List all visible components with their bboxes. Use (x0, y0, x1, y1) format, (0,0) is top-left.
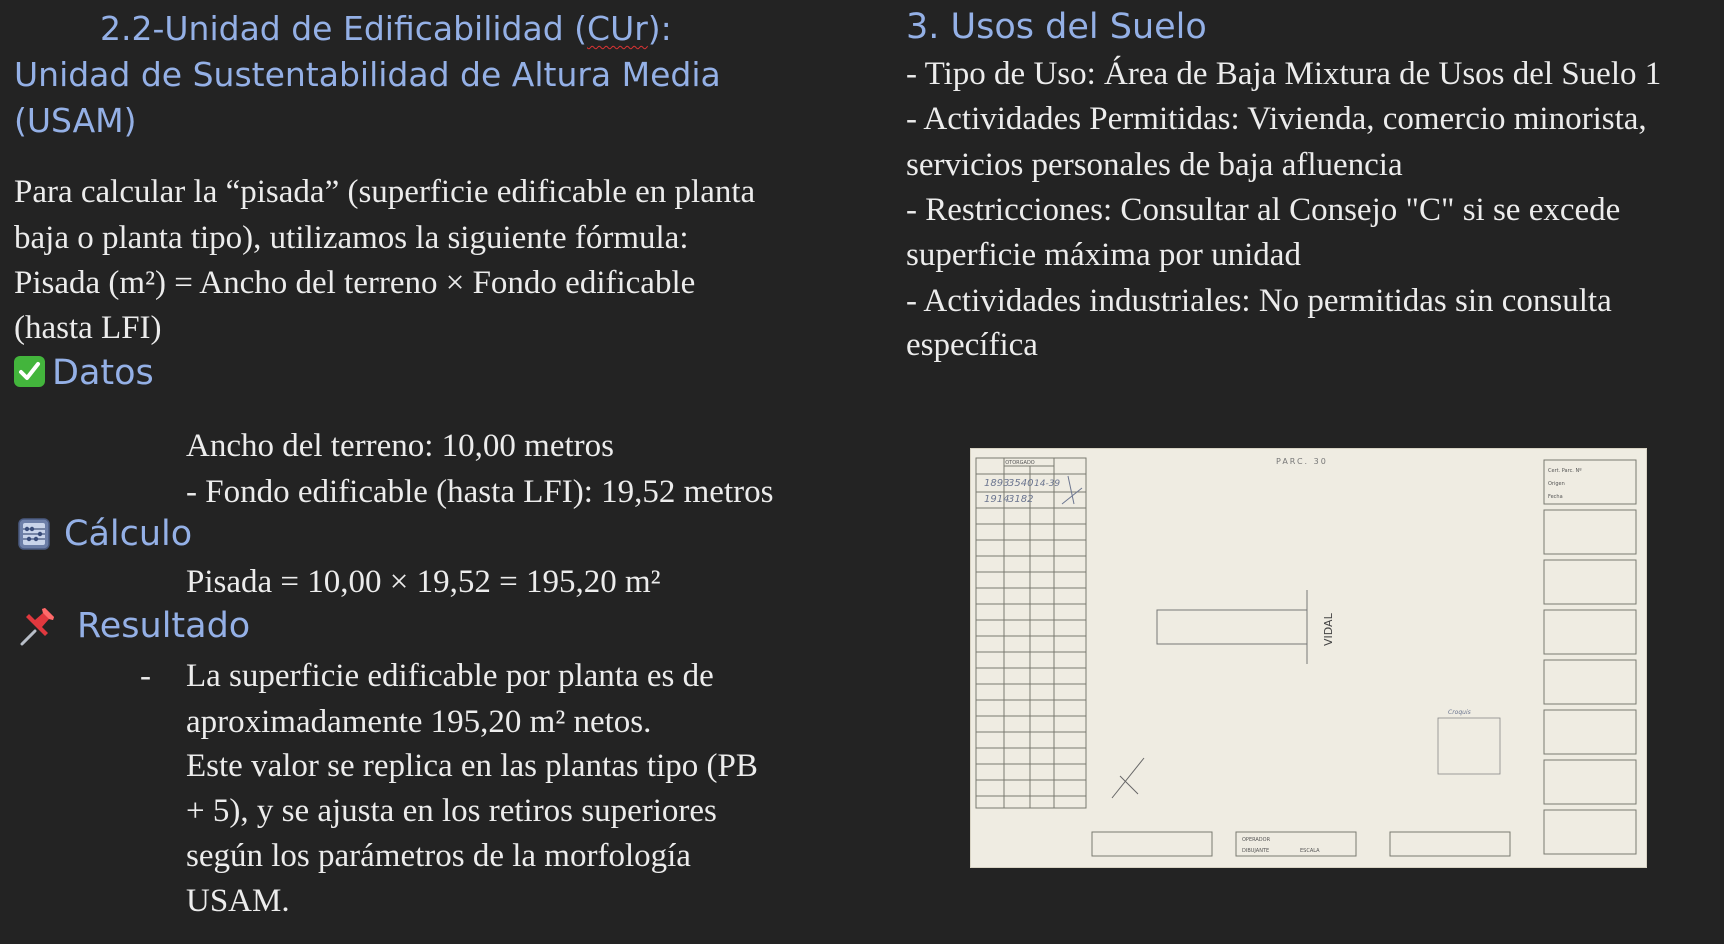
calculo-heading: Cálculo (64, 514, 193, 554)
ledger-handwriting: 14-39 (1034, 479, 1061, 489)
parcel-plan-image (970, 448, 1647, 868)
abacus-icon (18, 518, 50, 550)
fecha-label: Fecha (1548, 494, 1563, 500)
usos-line: servicios personales de baja afluencia (906, 147, 1403, 183)
usos-line: - Restricciones: Consultar al Consejo "C" si se excede (906, 192, 1621, 228)
intro-text-line: Para calcular la “pisada” (superficie edificable en planta (14, 174, 756, 210)
section-heading-line-3: (USAM) (14, 101, 137, 140)
usos-suelo-heading: 3. Usos del Suelo (906, 7, 1207, 47)
heading-text: ): (647, 9, 672, 48)
ledger-handwriting: 3540 (1008, 478, 1034, 489)
usos-line: - Tipo de Uso: Área de Baja Mixtura de Usos del Suelo 1 (906, 56, 1662, 92)
resultado-line: Este valor se replica en las plantas tipo (PB (186, 748, 758, 784)
resultado-heading: Resultado (77, 606, 251, 646)
street-label: VIDAL (1322, 613, 1335, 646)
resultado-line: aproximadamente 195,20 m² netos. (186, 704, 652, 740)
resultado-line: + 5), y se ajusta en los retiros superiores (186, 793, 717, 829)
escala-label: ESCALA (1300, 848, 1320, 854)
ledger-handwriting: 1914 (984, 494, 1010, 505)
operador-label: OPERADOR (1242, 837, 1271, 843)
usos-line: - Actividades industriales: No permitidas sin consulta (906, 283, 1612, 319)
pushpin-icon (18, 608, 60, 648)
spellcheck-word[interactable]: CUr (587, 9, 648, 48)
intro-text-line: baja o planta tipo), utilizamos la siguiente fórmula: (14, 220, 689, 256)
list-bullet: - (140, 658, 151, 694)
heading-text: 2.2-Unidad de Edificabilidad ( (100, 9, 588, 48)
usos-line: - Actividades Permitidas: Vivienda, comercio minorista, (906, 101, 1647, 137)
section-heading-line-2: Unidad de Sustentabilidad de Altura Media (14, 55, 721, 94)
resultado-line: según los parámetros de la morfología (186, 838, 691, 874)
dato-line: Ancho del terreno: 10,00 metros (186, 428, 614, 464)
ledger-table-header: OTORGADO (1005, 460, 1035, 466)
ledger-handwriting: 3182 (1008, 494, 1034, 505)
resultado-line: USAM. (186, 883, 290, 919)
dibujante-label: DIBUJANTE (1242, 848, 1270, 854)
section-heading-edificabilidad (100, 6, 672, 52)
check-mark-icon (14, 356, 45, 387)
calculo-line: Pisada = 10,00 × 19,52 = 195,20 m² (186, 564, 661, 600)
formula-text-line: (hasta LFI) (14, 310, 162, 346)
usos-line: superficie máxima por unidad (906, 237, 1301, 273)
plan-parcel-header: PARC. 30 (1276, 457, 1328, 466)
dato-line: - Fondo edificable (hasta LFI): 19,52 metros (186, 474, 774, 510)
formula-text-line: Pisada (m²) = Ancho del terreno × Fondo edificable (14, 265, 696, 301)
cert-label: Cert. Parc. Nº (1548, 468, 1582, 474)
datos-heading: Datos (52, 353, 154, 393)
sketch-handwriting: Croquis (1448, 709, 1471, 716)
resultado-line: La superficie edificable por planta es de (186, 658, 714, 694)
ledger-handwriting: 1893 (984, 478, 1010, 489)
origen-label: Origen (1548, 481, 1565, 487)
usos-line: específica (906, 327, 1038, 363)
